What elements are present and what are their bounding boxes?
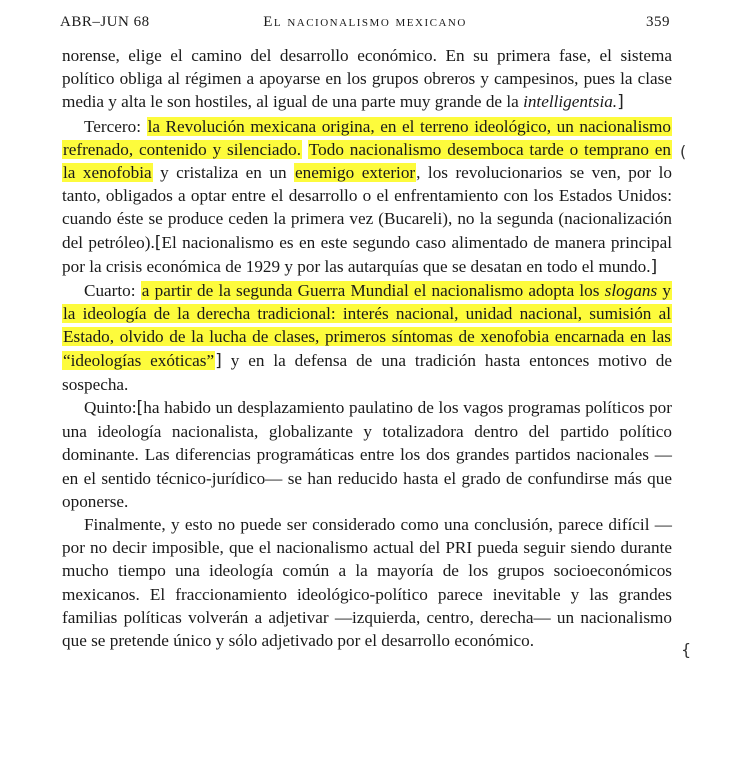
- bracket-mark: [: [154, 232, 162, 253]
- paragraph-cuarto: Cuarto: a partir de la segunda Guerra Mundial el nacionalismo adopta los slogans y la ideología de la derecha tradicional: interés nacional, unidad nacional, sumisión al Estado, olvido de la lucha de clases, primeros síntomas de xenofobia encarnada en las “ideologías exóticas”] y en la defensa de una tradición hasta entonces motivo de sospecha.: [62, 281, 673, 394]
- body-text: [62, 44, 672, 652]
- paragraph-continuation: norense, elige el camino del desarrollo económico. En su primera fase, el sistema político obliga al régimen a apoyarse en los grupos obreros y campesinos, pues la clase media y alta le son hostiles, al igual de una parte muy grande de la intelligentsia.]: [62, 46, 672, 113]
- running-title: El nacionalismo mexicano: [263, 14, 467, 30]
- bracket-mark: ]: [650, 256, 658, 277]
- page-number: 359: [646, 14, 670, 30]
- bracket-mark: [: [136, 398, 144, 419]
- running-header: [60, 14, 670, 36]
- highlight: Todo nacionalismo desemboca tarde o temprano en la xenofobia: [63, 139, 672, 183]
- paragraph-finalmente: Finalmente, y esto no puede ser considerado como una conclusión, parece difícil —por no decir imposible, que el nacionalismo actual del PRI pueda seguir siendo durante mucho tiempo una ideología común a la mayoría de los grupos socioeconómicos mexicanos. El fraccionamiento ideológico-político parece inevitable y las grandes familias políticas volverán a adjetivar —izquierda, centro, derecha— un nacionalismo que se pretende único y sólo adjetivado por el desarrollo económico.: [62, 515, 672, 651]
- margin-bracket-icon: (: [680, 142, 687, 161]
- highlight: enemigo exterior: [295, 163, 416, 183]
- highlight: la Revolución mexicana origina, en el terreno ideológico, un nacionalismo refrenado, contenido y silenciado.: [63, 116, 671, 159]
- margin-bracket-icon: {: [681, 640, 692, 659]
- bracket-mark: ]: [617, 92, 624, 113]
- issue-date: ABR–JUN 68: [60, 14, 150, 30]
- bracket-mark: ]: [215, 350, 222, 371]
- paragraph-quinto: Quinto:[ha habido un desplazamiento paulatino de los vagos programas políticos por una ideología nacionalista, globalizante y totalizadora dentro del partido político dominante. Las diferencias programáticas entre los dos grandes partidos nacionales —en el sentido técnico-jurídico— se han reducido hasta el grado de confundirse más que oponerse.: [62, 398, 672, 511]
- paragraph-tercero: Tercero: la Revolución mexicana origina, en el terreno ideológico, un nacionalismo refrenado, contenido y silenciado. Todo nacionalismo desemboca tarde o temprano en la xenofobia y cristaliza en un enemigo exterior, los revolucionarios se ven, por lo tanto, obligados a optar entre el desarrollo o el enfrentamiento con los Estados Unidos: cuando éste se produce ceden la primera vez (Bucareli), no la segunda (nacionalización del petróleo).[El nacionalismo es en este segundo caso alimentado de manera principal por la crisis económica de 1929 y por las autarquías que se desatan en todo el mundo.]: [62, 116, 672, 277]
- highlight: a partir de la segunda Guerra Mundial el nacionalismo adopta los slogans y la ideología de la derecha tradicional: interés nacional, unidad nacional, sumisión al Estado, olvido de la lucha de clases, primeros síntomas de xenofobia encarnada en las “ideologías exóticas”: [63, 281, 671, 370]
